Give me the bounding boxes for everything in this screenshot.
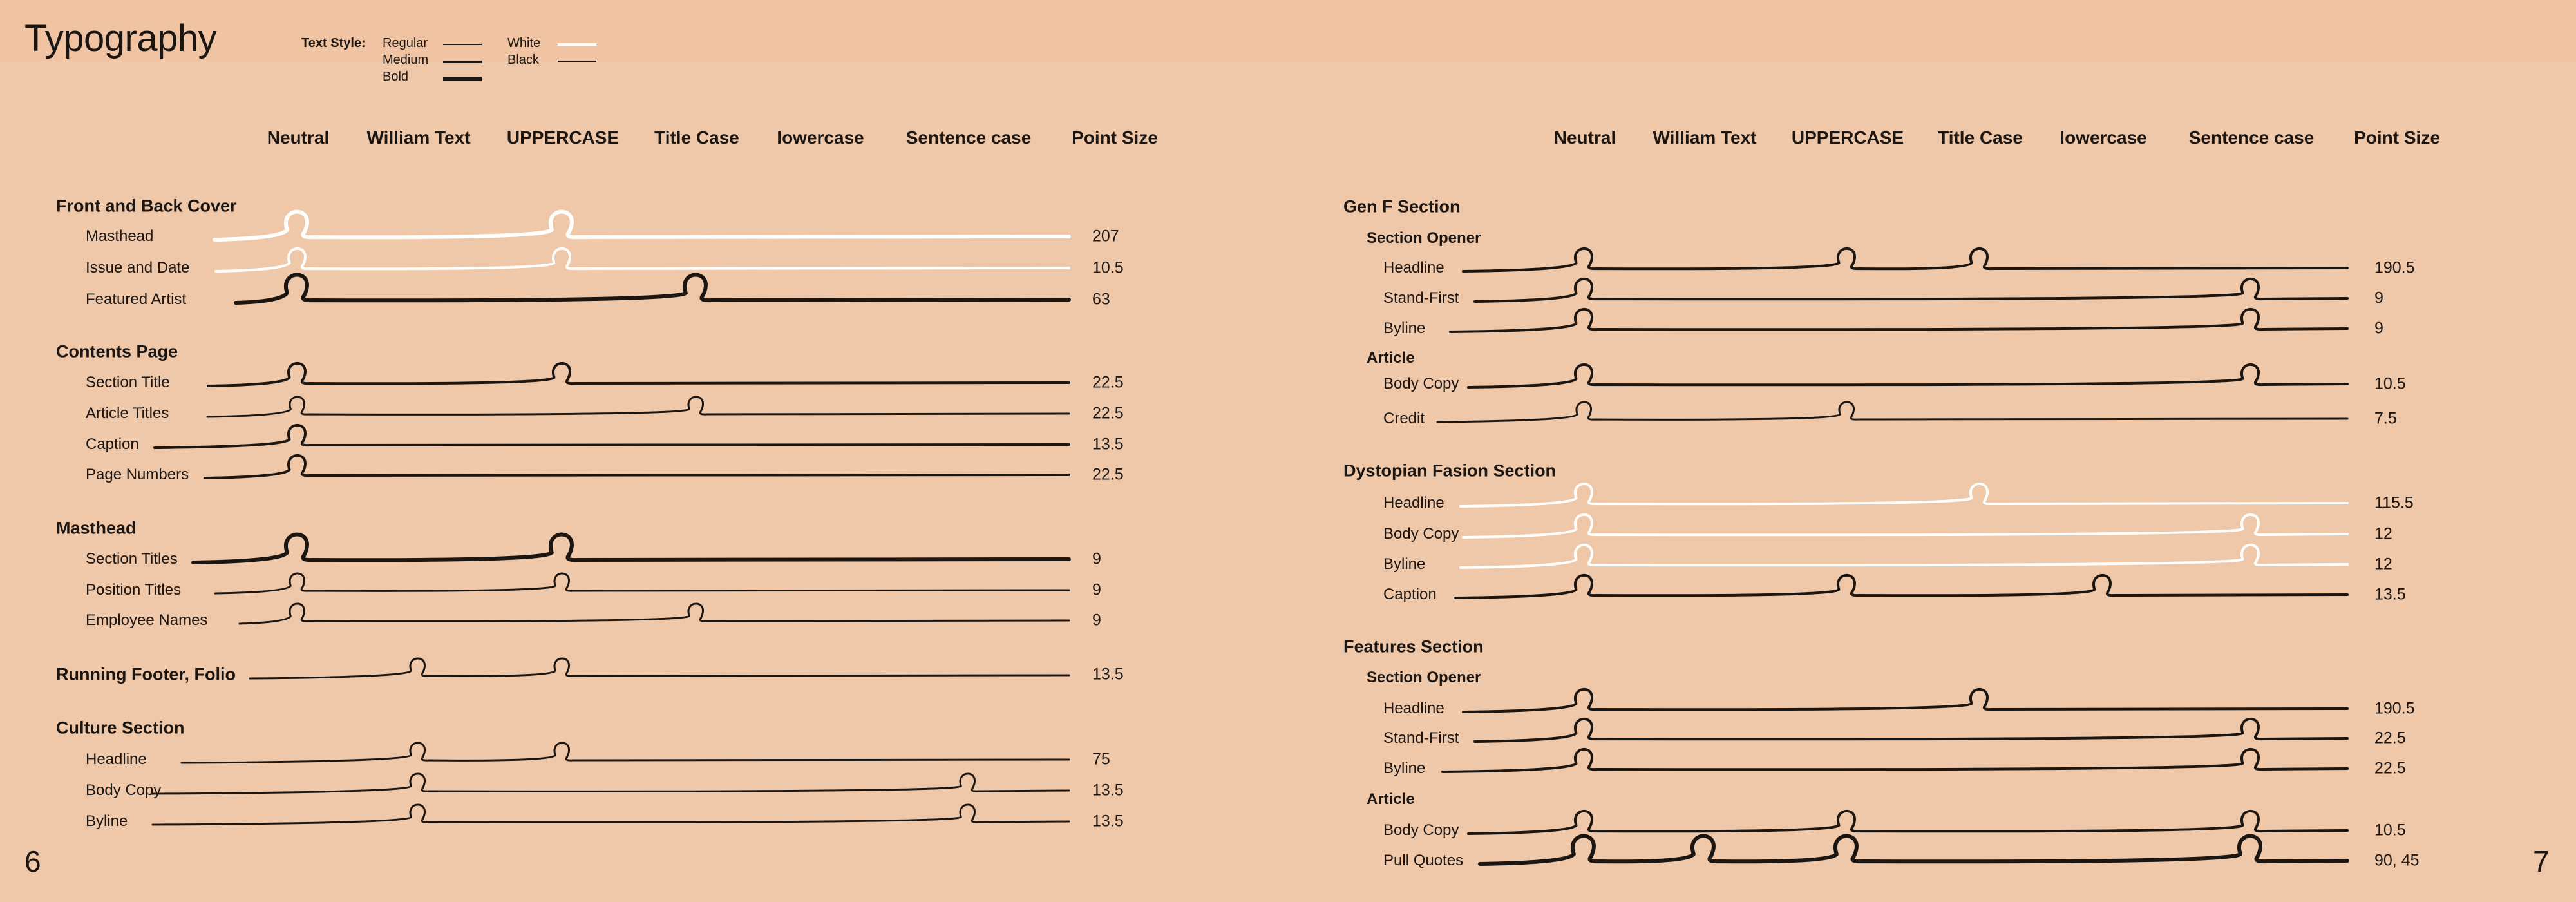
row-masthead-section-titles-point-size: 9: [1092, 550, 1101, 568]
row-gen-f-section-body-copy-curve: [1468, 365, 2347, 387]
row-contents-page-article-titles-curve: [207, 397, 1069, 417]
row-culture-section-byline-label: Byline: [86, 812, 128, 830]
row-contents-page-page-numbers-curve-path: [205, 456, 1069, 478]
row-contents-page-section-title-label: Section Title: [86, 374, 170, 391]
row-dystopian-fasion-section-body-copy-point-size: 12: [2374, 524, 2392, 543]
row-culture-section-headline-curve: [182, 743, 1069, 763]
row-culture-section-body-copy-curve: [151, 774, 1069, 794]
row-contents-page-caption-label: Caption: [86, 436, 139, 453]
subsection-section-opener: Section Opener: [1367, 669, 1481, 686]
section-title-features-section: Features Section: [1343, 637, 1484, 657]
column-header-sentence-case: Sentence case: [2188, 128, 2315, 148]
row-gen-f-section-byline-label: Byline: [1383, 320, 1426, 337]
column-header-title-case: Title Case: [1938, 128, 2023, 148]
row-front-and-back-cover-featured-artist-curve-path: [236, 275, 1069, 303]
row-dystopian-fasion-section-caption-label: Caption: [1383, 586, 1437, 603]
row-masthead-employee-names-point-size: 9: [1092, 611, 1101, 629]
column-header-lowercase: lowercase: [777, 128, 864, 148]
row-contents-page-caption-curve: [155, 425, 1069, 448]
page-number-right: 7: [2533, 845, 2550, 878]
row-contents-page-section-title-curve: [208, 363, 1069, 386]
row-contents-page-caption-point-size: 13.5: [1092, 435, 1124, 454]
legend-label-bold: Bold: [383, 70, 409, 84]
row-dystopian-fasion-section-body-copy-label: Body Copy: [1383, 525, 1459, 542]
row-front-and-back-cover-featured-artist-label: Featured Artist: [86, 291, 187, 308]
row-culture-section-headline-label: Headline: [86, 751, 147, 768]
row-features-section-byline-curve: [1443, 749, 2347, 772]
column-header-title-case: Title Case: [654, 128, 739, 148]
row-culture-section-body-copy-label: Body Copy: [86, 782, 162, 799]
row-dystopian-fasion-section-byline-label: Byline: [1383, 555, 1426, 573]
row-culture-section-byline-curve: [153, 805, 1069, 825]
column-header-point-size: Point Size: [1072, 128, 1158, 148]
row-features-section-stand-first-point-size: 22.5: [2374, 729, 2406, 747]
row-dystopian-fasion-section-headline-point-size: 115.5: [2374, 494, 2414, 512]
row-gen-f-section-credit-curve: [1437, 402, 2347, 422]
row-gen-f-section-headline-curve: [1463, 249, 2347, 271]
row-culture-section-byline-curve-path: [153, 805, 1069, 825]
legend-label-black: Black: [507, 53, 539, 67]
row-front-and-back-cover-issue-and-date-label: Issue and Date: [86, 259, 190, 276]
row-gen-f-section-byline-curve: [1450, 309, 2347, 332]
row-dystopian-fasion-section-caption-point-size: 13.5: [2374, 585, 2406, 604]
row-features-section-byline-label: Byline: [1383, 760, 1426, 777]
column-header-neutral: Neutral: [1553, 128, 1616, 148]
row-gen-f-section-body-copy-curve-path: [1468, 365, 2347, 387]
section-title-running-footer-folio: Running Footer, Folio: [56, 664, 236, 684]
row-gen-f-section-stand-first-curve-path: [1475, 279, 2347, 302]
row-front-and-back-cover-masthead-curve-path: [214, 212, 1069, 240]
row-features-section-body-copy-label: Body Copy: [1383, 821, 1459, 839]
row-contents-page-article-titles-label: Article Titles: [86, 405, 169, 422]
row-front-and-back-cover-featured-artist-point-size: 63: [1092, 290, 1110, 309]
section-title-contents-page: Contents Page: [56, 341, 178, 361]
row-front-and-back-cover-featured-artist-curve: [236, 275, 1069, 303]
row-dystopian-fasion-section-headline-curve-path: [1461, 484, 2347, 506]
row-features-section-headline-curve: [1463, 689, 2347, 712]
row-features-section-headline-curve-path: [1463, 689, 2347, 712]
row-culture-section-byline-point-size: 13.5: [1092, 812, 1124, 830]
row-dystopian-fasion-section-caption-curve-path: [1455, 575, 2347, 598]
row-features-section-stand-first-label: Stand-First: [1383, 729, 1459, 747]
subsection-article: Article: [1367, 349, 1415, 367]
row-features-section-byline-point-size: 22.5: [2374, 759, 2406, 778]
row-running-footer-folio-curve: [250, 658, 1069, 678]
subsection-section-opener: Section Opener: [1367, 229, 1481, 247]
row-masthead-position-titles-label: Position Titles: [86, 581, 182, 599]
row-gen-f-section-stand-first-curve: [1475, 279, 2347, 302]
row-gen-f-section-credit-curve-path: [1437, 402, 2347, 422]
row-masthead-section-titles-curve: [193, 535, 1069, 562]
row-masthead-position-titles-point-size: 9: [1092, 581, 1101, 599]
section-title-gen-f-section: Gen F Section: [1343, 197, 1461, 216]
row-culture-section-headline-point-size: 75: [1092, 750, 1110, 769]
row-masthead-position-titles-curve: [215, 573, 1069, 593]
row-culture-section-body-copy-curve-path: [151, 774, 1069, 794]
legend-label-regular: Regular: [383, 36, 428, 50]
column-header-lowercase: lowercase: [2060, 128, 2147, 148]
row-dystopian-fasion-section-byline-curve: [1461, 545, 2347, 568]
row-dystopian-fasion-section-headline-curve: [1461, 484, 2347, 506]
column-header-uppercase: UPPERCASE: [1791, 128, 1904, 148]
column-header-william-text: William Text: [366, 128, 471, 148]
row-features-section-stand-first-curve: [1475, 719, 2347, 742]
row-contents-page-caption-curve-path: [155, 425, 1069, 448]
row-contents-page-section-title-point-size: 22.5: [1092, 373, 1124, 392]
row-features-section-headline-point-size: 190.5: [2374, 699, 2415, 718]
row-features-section-headline-label: Headline: [1383, 700, 1444, 717]
row-front-and-back-cover-masthead-label: Masthead: [86, 227, 154, 245]
row-dystopian-fasion-section-byline-curve-path: [1461, 545, 2347, 568]
column-header-sentence-case: Sentence case: [905, 128, 1032, 148]
row-contents-page-article-titles-curve-path: [207, 397, 1069, 417]
row-masthead-employee-names-curve: [240, 604, 1069, 624]
row-masthead-section-titles-curve-path: [193, 535, 1069, 562]
row-culture-section-body-copy-point-size: 13.5: [1092, 781, 1124, 800]
subsection-article: Article: [1367, 791, 1415, 808]
row-gen-f-section-headline-point-size: 190.5: [2374, 258, 2415, 277]
row-masthead-position-titles-curve-path: [215, 573, 1069, 593]
row-dystopian-fasion-section-body-copy-curve-path: [1463, 515, 2347, 537]
row-gen-f-section-stand-first-point-size: 9: [2374, 289, 2383, 307]
row-masthead-employee-names-curve-path: [240, 604, 1069, 624]
page-number-left: 6: [24, 845, 41, 878]
row-gen-f-section-credit-point-size: 7.5: [2374, 409, 2397, 428]
column-header-neutral: Neutral: [267, 128, 330, 148]
column-header-uppercase: UPPERCASE: [506, 128, 620, 148]
legend-heading: Text Style:: [301, 36, 366, 50]
row-culture-section-headline-curve-path: [182, 743, 1069, 763]
row-dystopian-fasion-section-caption-curve: [1455, 575, 2347, 598]
row-gen-f-section-stand-first-label: Stand-First: [1383, 289, 1459, 307]
row-contents-page-page-numbers-curve: [205, 456, 1069, 478]
row-running-footer-folio-curve-path: [250, 658, 1069, 678]
row-gen-f-section-body-copy-point-size: 10.5: [2374, 374, 2406, 393]
point-size-running-footer-folio: 13.5: [1092, 665, 1124, 684]
row-gen-f-section-byline-point-size: 9: [2374, 319, 2383, 338]
page-title: Typography: [24, 17, 217, 59]
row-dystopian-fasion-section-body-copy-curve: [1463, 515, 2347, 537]
row-gen-f-section-headline-label: Headline: [1383, 259, 1444, 276]
row-features-section-pull-quotes-label: Pull Quotes: [1383, 852, 1464, 869]
row-masthead-section-titles-label: Section Titles: [86, 550, 178, 568]
row-front-and-back-cover-masthead-point-size: 207: [1092, 227, 1119, 245]
row-contents-page-page-numbers-point-size: 22.5: [1092, 465, 1124, 484]
legend-label-white: White: [507, 36, 541, 50]
row-features-section-pull-quotes-point-size: 90, 45: [2374, 851, 2420, 870]
row-front-and-back-cover-issue-and-date-curve-path: [216, 249, 1069, 271]
legend-label-medium: Medium: [383, 53, 429, 67]
row-masthead-employee-names-label: Employee Names: [86, 611, 208, 629]
row-features-section-byline-curve-path: [1443, 749, 2347, 772]
row-contents-page-page-numbers-label: Page Numbers: [86, 466, 189, 483]
section-title-masthead: Masthead: [56, 518, 137, 538]
row-features-section-body-copy-curve: [1468, 811, 2347, 834]
row-dystopian-fasion-section-headline-label: Headline: [1383, 494, 1444, 512]
column-header-william-text: William Text: [1653, 128, 1757, 148]
row-front-and-back-cover-masthead-curve: [214, 212, 1069, 240]
section-title-dystopian-fasion-section: Dystopian Fasion Section: [1343, 461, 1557, 481]
row-features-section-stand-first-curve-path: [1475, 719, 2347, 742]
row-features-section-pull-quotes-curve: [1480, 836, 2347, 864]
row-front-and-back-cover-issue-and-date-curve: [216, 249, 1069, 271]
row-dystopian-fasion-section-byline-point-size: 12: [2374, 555, 2392, 573]
row-contents-page-article-titles-point-size: 22.5: [1092, 404, 1124, 423]
row-features-section-body-copy-curve-path: [1468, 811, 2347, 834]
row-features-section-body-copy-point-size: 10.5: [2374, 821, 2406, 840]
row-gen-f-section-body-copy-label: Body Copy: [1383, 375, 1459, 392]
column-header-point-size: Point Size: [2354, 128, 2440, 148]
row-contents-page-section-title-curve-path: [208, 363, 1069, 386]
section-title-front-and-back-cover: Front and Back Cover: [56, 196, 237, 216]
row-gen-f-section-byline-curve-path: [1450, 309, 2347, 332]
row-gen-f-section-credit-label: Credit: [1383, 410, 1425, 427]
row-front-and-back-cover-issue-and-date-point-size: 10.5: [1092, 258, 1124, 277]
section-title-culture-section: Culture Section: [56, 718, 185, 738]
row-gen-f-section-headline-curve-path: [1463, 249, 2347, 271]
row-features-section-pull-quotes-curve-path: [1480, 836, 2347, 864]
